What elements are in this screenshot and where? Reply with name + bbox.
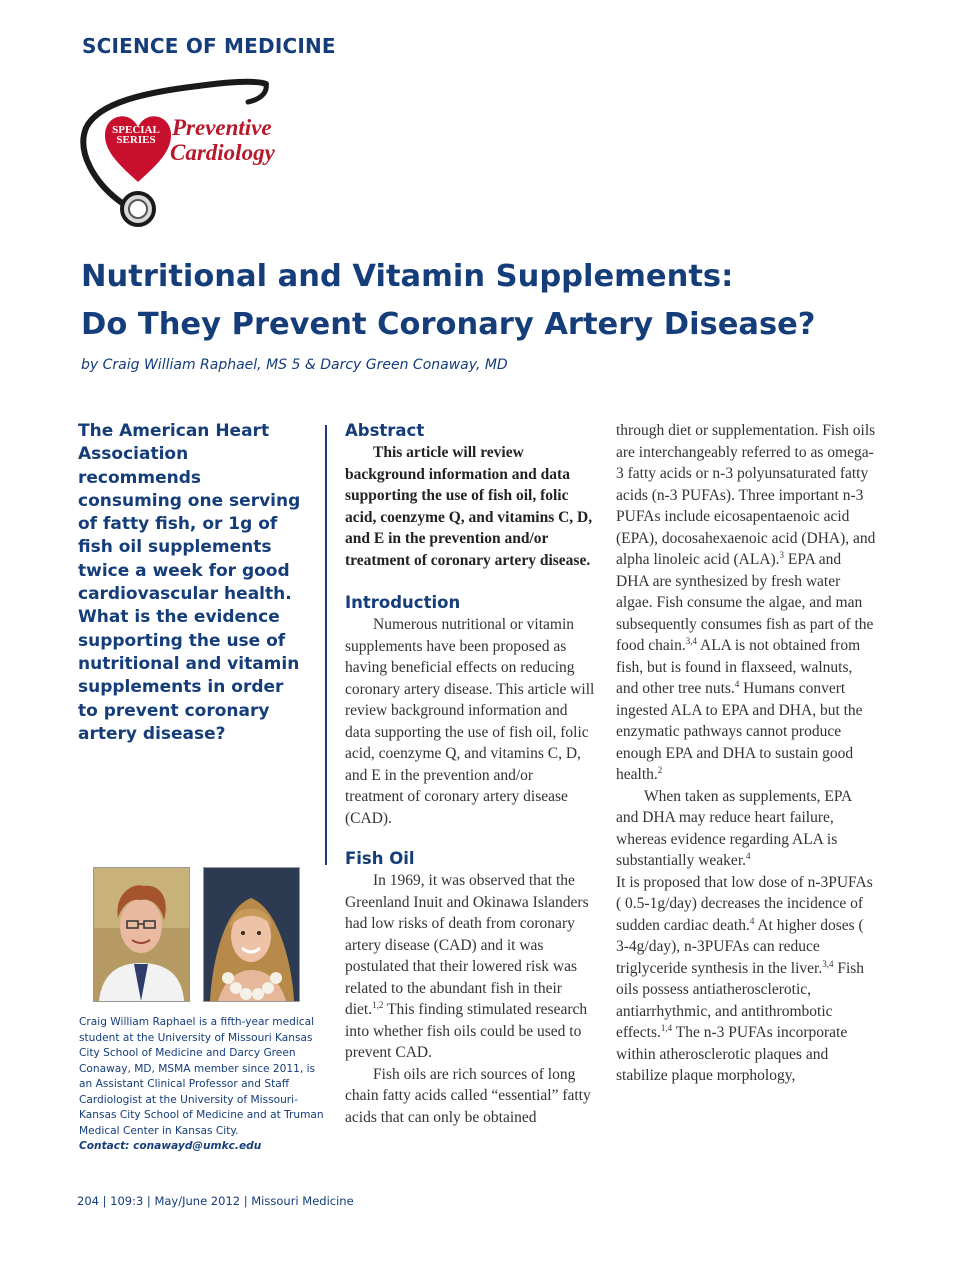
c3-text: At higher doses ( 3-4g/day), n-3PUFAs can reduce triglyceride synthesis in the liver.: [616, 916, 864, 977]
bio-text: Craig William Raphael is a fifth-year medical student at the University of Missouri Kansas City School of Medicine and Darcy Green Conaway, MD, MSMA member since 2011, is an Assistant Clinical Professor and Staff Cardiologist at the University of Missouri-Kansas City School of Medicine and at Truman Medical Center in Kansas City.: [79, 1016, 324, 1137]
pull-quote: The American Heart Association recommends consuming one serving of fatty fish, or 1g of fish oil supplements twice a week for good cardiovascular health. What is the evidence supporting the use of nutritional and vitamin supplements in order to prevent coronary artery disease?: [78, 421, 301, 744]
c3-text: Humans convert ingested ALA to EPA and DHA, but the enzymatic pathways cannot produce enough EPA and DHA to sustain good health.: [616, 680, 863, 783]
fish-oil-p1-text-cont: This finding stimulated research into whether fish oils could be used to prevent CAD.: [345, 1001, 588, 1061]
logo-title: [172, 115, 275, 165]
c3-text: Fish oils possess antiatherosclerotic, antiarrhythmic, and antithrombotic effects.: [616, 959, 865, 1041]
badge-line2: SERIES: [116, 134, 156, 146]
fish-oil-paragraph-2: Fish oils are rich sources of long chain fatty acids called “essential” fatty acids that can only be obtained: [345, 1065, 591, 1126]
byline: by Craig William Raphael, MS 5 & Darcy Green Conaway, MD: [81, 357, 508, 373]
logo-title-line2: Cardiology: [170, 140, 275, 165]
c3-text: ALA is not obtained from fish, but is found in flaxseed, walnuts, and other tree nuts.: [616, 637, 861, 697]
introduction-heading: Introduction: [345, 593, 461, 612]
citation: 3,4: [822, 958, 834, 969]
author-photo-conaway: [203, 867, 300, 1002]
column3-paragraph-1: [616, 420, 876, 786]
column-middle: [345, 420, 595, 1128]
logo-title-line1: Preventive: [172, 115, 272, 140]
section-label: SCIENCE OF MEDICINE: [82, 34, 336, 58]
page-footer: 204 | 109:3 | May/June 2012 | Missouri Medicine: [77, 1194, 354, 1208]
citation: 4: [746, 850, 751, 861]
logo-badge-text: [107, 125, 165, 145]
column3-paragraph-2: [616, 786, 876, 872]
fish-oil-paragraph-1: [345, 870, 595, 1064]
fish-oil-heading: Fish Oil: [345, 849, 415, 868]
citation: 1,2: [372, 999, 384, 1010]
abstract-text: This article will review background information and data supporting the use of fish oil, folic acid, coenzyme Q, and vitamins C, D, and E in the prevention and/or treatment of coronary artery disease.: [345, 444, 593, 569]
column-divider: [325, 425, 327, 865]
c3-text: EPA and DHA are synthesized by fresh water algae. Fish consume the algae, and man subsequently consumes fish as part of the food chain.: [616, 551, 874, 654]
citation: 3: [779, 549, 785, 560]
citation: 4: [734, 678, 740, 689]
citation: 2: [657, 764, 663, 775]
abstract-heading: Abstract: [345, 421, 425, 440]
c3-text: It is proposed that low dose of n-3PUFAs ( 0.5-1g/day) decreases the incidence of sudden cardiac death.: [616, 873, 873, 934]
citation: 4: [749, 915, 755, 926]
bio-contact: Contact: conawayd@umkc.edu: [79, 1140, 262, 1152]
c3-text: When taken as supplements, EPA and DHA may reduce heart failure, whereas evidence regarding ALA is substantially weaker.: [616, 787, 852, 869]
column-right: [616, 420, 876, 1087]
citation: 1,4: [660, 1022, 673, 1033]
author-photo-raphael: [93, 867, 190, 1002]
badge-line1: SPECIAL: [112, 124, 160, 136]
c3-text: The n-3 PUFAs incorporate within atherosclerotic plaques and stabilize plaque morphology,: [616, 1024, 848, 1084]
fish-oil-p1-text: In 1969, it was observed that the Greenland Inuit and Okinawa Islanders had low risks of death from coronary artery disease (CAD) and it was postulated that their lowered risk was related to the abundant fish in their diet.: [345, 872, 589, 1018]
article-title: [81, 253, 881, 349]
introduction-text: Numerous nutritional or vitamin supplements have been proposed as having beneficial effects on reducing coronary artery disease. This article will review background information and data supporting the use of fish oil, folic acid, coenzyme Q, and vitamins C, D, and E in the prevention and/or treatment of coronary artery disease (CAD).: [345, 616, 595, 827]
column3-paragraph-3: [616, 872, 876, 1087]
citation: 3,4: [685, 635, 697, 646]
author-bio: [79, 1015, 324, 1155]
title-line2: Do They Prevent Coronary Artery Disease?: [81, 307, 816, 342]
c3-text: through diet or supplementation. Fish oils are interchangeably referred to as omega-3 fatty acids or n-3 polyunsaturated fatty acids (n-3 PUFAs). Three important n-3 PUFAs include eicosapentaenoic acid (EPA), docosahexaenoic acid (DHA), and alpha linoleic acid (ALA).: [616, 422, 876, 568]
title-line1: Nutritional and Vitamin Supplements:: [81, 259, 734, 294]
